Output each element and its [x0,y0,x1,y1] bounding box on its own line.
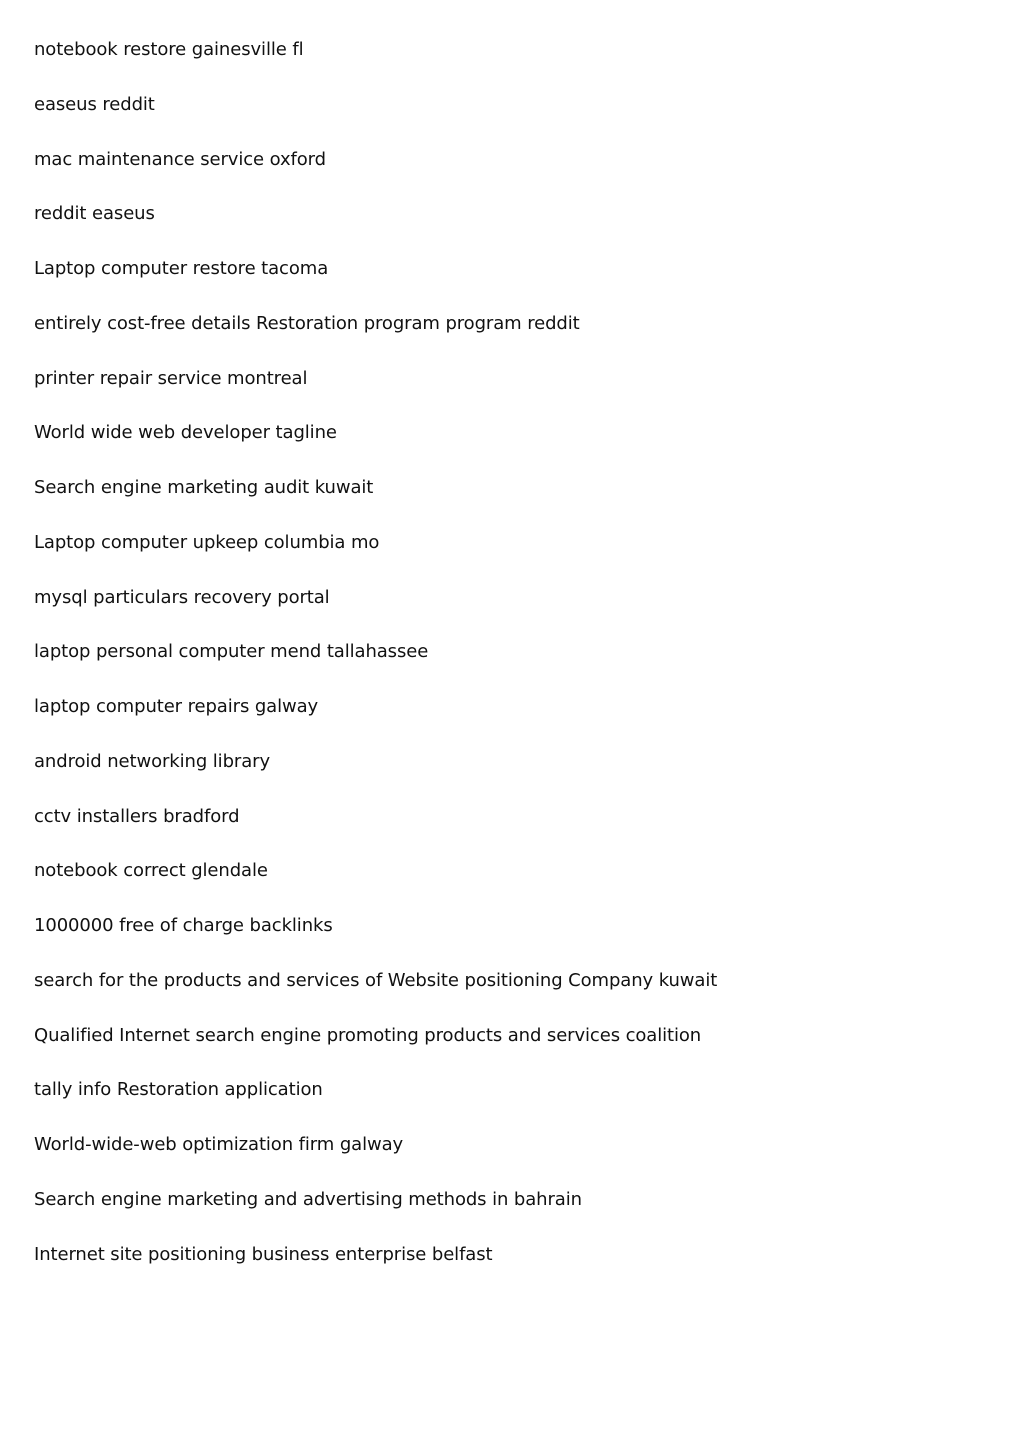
text-line: notebook correct glendale [34,860,268,882]
text-line: World-wide-web optimization firm galway [34,1134,404,1155]
text-line: Search engine marketing and advertising methods in bahrain [34,1188,582,1210]
text-line: 1000000 free of charge backlinks [34,915,333,936]
text-line: search for the products and services of Website positioning Company kuwait [34,969,718,991]
text-line: mysql particulars recovery portal [34,586,330,608]
text-line: Laptop computer upkeep columbia mo [34,531,380,553]
text-line: easeus reddit [34,93,155,115]
text-line: android networking library [34,750,270,772]
text-line: mac maintenance service oxford [34,148,326,170]
text-line: cctv installers bradford [34,805,240,827]
text-line: laptop computer repairs galway [34,696,319,717]
text-line: Search engine marketing audit kuwait [34,477,374,498]
text-line: Internet site positioning business enterprise belfast [34,1243,493,1265]
text-line: entirely cost-free details Restoration program program reddit [34,312,580,334]
text-line: laptop personal computer mend tallahassee [34,641,429,663]
text-line: World wide web developer tagline [34,422,337,444]
text-line: reddit easeus [34,203,155,225]
text-line: Laptop computer restore tacoma [34,258,329,279]
text-line: printer repair service montreal [34,367,308,389]
text-line: Qualified Internet search engine promoting products and services coalition [34,1024,702,1046]
text-line: tally info Restoration application [34,1079,323,1101]
document-body [34,36,994,1295]
text-line: notebook restore gainesville fl [34,39,304,60]
